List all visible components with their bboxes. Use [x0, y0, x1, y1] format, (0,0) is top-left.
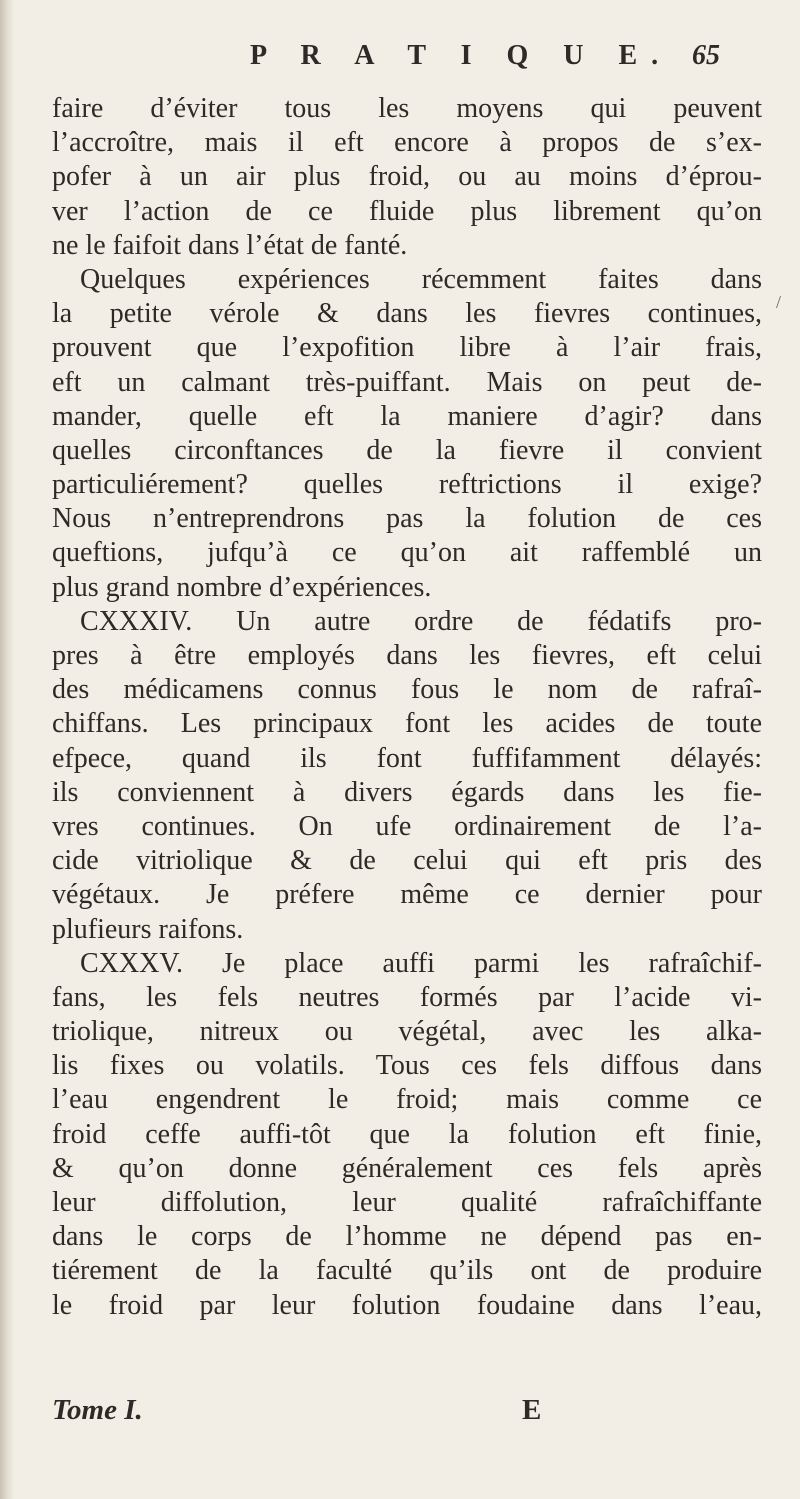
text-line: efpece, quand ils font fuffifamment délayés:: [52, 742, 762, 774]
running-head: [250, 40, 720, 80]
text-line: fans, les fels neutres formés par l’acide vi-: [52, 981, 762, 1013]
page-footer: [52, 1394, 652, 1430]
text-line: froid ceffe auffi-tôt que la folution eft finie,: [52, 1118, 762, 1150]
text-line: CXXXIV. Un autre ordre de fédatifs pro-: [80, 605, 762, 637]
signature-mark: E: [522, 1394, 542, 1426]
text-line: tiérement de la faculté qu’ils ont de produire: [52, 1255, 762, 1287]
binding-edge: [0, 0, 14, 1499]
text-line: l’accroître, mais il eft encore à propos de s’ex-: [52, 127, 762, 159]
text-line: queftions, jufqu’à ce qu’on ait raffemblé un: [52, 537, 762, 569]
text-line: lis fixes ou volatils. Tous ces fels diffous dans: [52, 1050, 762, 1082]
text-line: des médicamens connus fous le nom de rafraî-: [52, 674, 762, 706]
text-line: ver l’action de ce fluide plus librement qu’on: [52, 195, 762, 227]
volume-label: Tome I.: [52, 1394, 143, 1426]
text-line: chiffans. Les principaux font les acides de toute: [52, 708, 762, 740]
text-line: mander, quelle eft la maniere d’agir? dans: [52, 400, 762, 432]
text-line: leur diffolution, leur qualité rafraîchiffante: [52, 1187, 762, 1218]
text-line: cide vitriolique & de celui qui eft pris des: [52, 845, 762, 877]
text-line: la petite vérole & dans les fievres continues,: [52, 298, 762, 330]
text-line: plus grand nombre d’expériences.: [52, 571, 432, 603]
running-head-title: P R A T I Q U E.: [250, 40, 673, 71]
text-line: Quelques expériences récemment faites dans: [80, 263, 762, 295]
text-line: CXXXV. Je place auffi parmi les rafraîchif-: [80, 947, 762, 979]
text-line: vres continues. On ufe ordinairement de l’a-: [52, 810, 762, 842]
page-number: 65: [692, 40, 720, 71]
text-line: particuliérement? quelles reftrictions il exige?: [52, 469, 762, 501]
body-text: [52, 92, 762, 1323]
margin-mark: /: [776, 292, 782, 312]
text-line: & qu’on donne généralement ces fels après: [52, 1152, 762, 1184]
text-line: végétaux. Je préfere même ce dernier pour: [52, 879, 762, 911]
text-line: l’eau engendrent le froid; mais comme ce: [52, 1084, 762, 1116]
text-line: quelles circonftances de la fievre il convient: [52, 434, 762, 466]
text-line: faire d’éviter tous les moyens qui peuvent: [52, 93, 762, 124]
text-line: le froid par leur folution foudaine dans l’eau,: [52, 1289, 762, 1321]
text-line: plufieurs raifons.: [52, 913, 244, 945]
text-line: Nous n’entreprendrons pas la folution de ces: [52, 503, 762, 535]
text-line: pofer à un air plus froid, ou au moins d’éprou-: [52, 161, 762, 193]
text-line: ne le faifoit dans l’état de fanté.: [52, 229, 408, 261]
text-line: eft un calmant très-puiffant. Mais on peut de-: [52, 366, 762, 398]
text-line: dans le corps de l’homme ne dépend pas en-: [52, 1221, 762, 1253]
text-line: pres à être employés dans les fievres, eft celui: [52, 640, 762, 671]
text-line: prouvent que l’expofition libre à l’air frais,: [52, 332, 762, 364]
text-line: triolique, nitreux ou végétal, avec les alka-: [52, 1016, 762, 1048]
text-line: ils conviennent à divers égards dans les fie-: [52, 776, 762, 808]
